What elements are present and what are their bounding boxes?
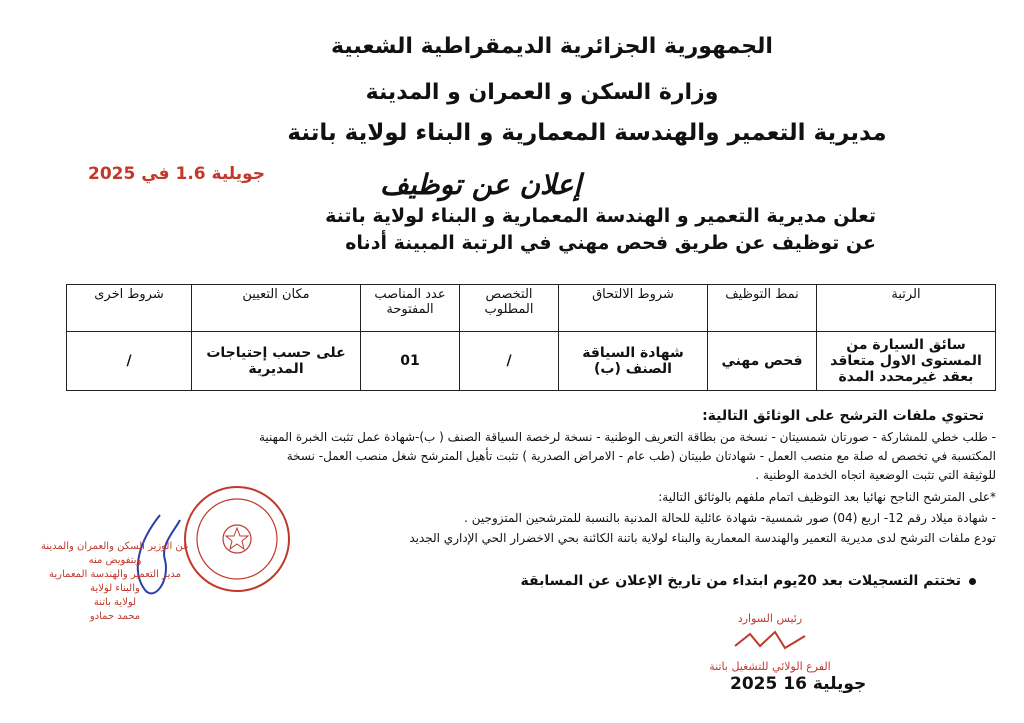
- header-assignment-place: مكان التعيين: [192, 285, 361, 332]
- header-specialty: التخصص المطلوب: [460, 285, 559, 332]
- signature-block: [40, 540, 190, 624]
- header-requirements: شروط الالتحاق: [559, 285, 708, 332]
- documents-line-3: للوثيقة التي تثبت الوضعية اتجاه الخدمة الوطنية .: [755, 468, 996, 482]
- issue-date-stamp: 2025 جويلية 1.6 في: [88, 164, 266, 184]
- header-ministry: وزارة السكن و العمران و المدينة: [365, 80, 719, 105]
- cell-rank: سائق السيارة من المستوى الاول متعاقد بعقد غيرمحدد المدة: [817, 332, 996, 391]
- deposit-instructions: تودع ملفات الترشح لدى مديرية التعمير والهندسة المعمارية والبناء لولاية باتنة الكائنة بحي الاخضرار الحي الإداري الجديد: [409, 531, 996, 545]
- announcement-title: إعلان عن توظيف: [380, 168, 582, 201]
- documents-line-2: المكتسبة في تخصص له صلة مع منصب العمل - شهادتان طبيتان (طب عام - الامراض الصدرية ) تثبت تأهيل المترشح شغل منصب العمل- نسخة: [286, 449, 996, 463]
- signature-line-3: لولاية باتنة: [93, 597, 137, 608]
- winner-note-line-1: *على المترشح الناجح نهائيا بعد التوظيف اتمام ملفهم بالوثائق التالية:: [658, 490, 996, 504]
- closing-notice: [521, 573, 976, 589]
- header-other-conditions: شروط اخرى: [67, 285, 192, 332]
- cell-open-positions: 01: [361, 332, 460, 391]
- header-rank: الرتبة: [817, 285, 996, 332]
- documents-line-1: - طلب خطي للمشاركة - صورتان شمسيتان - نسخة من بطاقة التعريف الوطنية - نسخة لرخصة السياقة الصنف ( ب)-شهادة عمل تثبت الخبرة المهنية: [258, 430, 996, 444]
- table-row: [67, 332, 996, 391]
- cell-specialty: /: [460, 332, 559, 391]
- cell-assignment-place: على حسب إحتياجات المديرية: [192, 332, 361, 391]
- header-open-positions: عدد المناصب المفتوحة: [361, 285, 460, 332]
- winner-note-line-2: - شهادة ميلاد رقم 12- اربع (04) صور شمسية- شهادة عائلية للحالة المدنية بالنسبة للمترشحين المتزوجين .: [464, 511, 996, 525]
- cell-other-conditions: /: [67, 332, 192, 391]
- header-directorate: مديرية التعمير والهندسة المعمارية و البناء لولاية باتنة: [287, 120, 887, 146]
- official-seal-icon: [182, 484, 292, 594]
- table-header-row: [67, 285, 996, 332]
- handwritten-mark-icon: [730, 628, 810, 652]
- header-recruitment-mode: نمط التوظيف: [708, 285, 817, 332]
- header-republic: الجمهورية الجزائرية الديمقراطية الشعبية: [331, 34, 773, 59]
- signature-line-4: محمد حمادو: [89, 611, 141, 622]
- bullet-icon: [969, 578, 976, 585]
- cell-recruitment-mode: فحص مهني: [708, 332, 817, 391]
- received-stamp-line-1: رئيس السوارد: [737, 612, 803, 625]
- bottom-date: 2025 جويلية 16: [730, 674, 867, 694]
- closing-text: تختتم التسجيلات بعد 20يوم ابتداء من تاريخ الإعلان عن المسابقة: [520, 573, 961, 589]
- signature-line-2: مدير التعمير والهندسة المعمارية والبناء لولاية: [49, 569, 181, 594]
- received-stamp: [700, 610, 840, 676]
- cell-requirements: شهادة السياقة الصنف (ب): [559, 332, 708, 391]
- subtitle-line-1: تعلن مديرية التعمير و الهندسة المعمارية و البناء لولاية باتنة: [325, 205, 876, 227]
- positions-table: [66, 284, 996, 391]
- received-stamp-line-2: الفرع الولائي للتشغيل باتنة: [709, 660, 831, 673]
- signature-line-1: عن الوزير السكن والعمران والمدينة وبتفويض منه: [40, 541, 190, 566]
- subtitle-line-2: عن توظيف عن طريق فحص مهني في الرتبة المبينة أدناه: [345, 232, 876, 254]
- documents-heading: تحتوي ملفات الترشح على الوثائق التالية:: [702, 408, 984, 424]
